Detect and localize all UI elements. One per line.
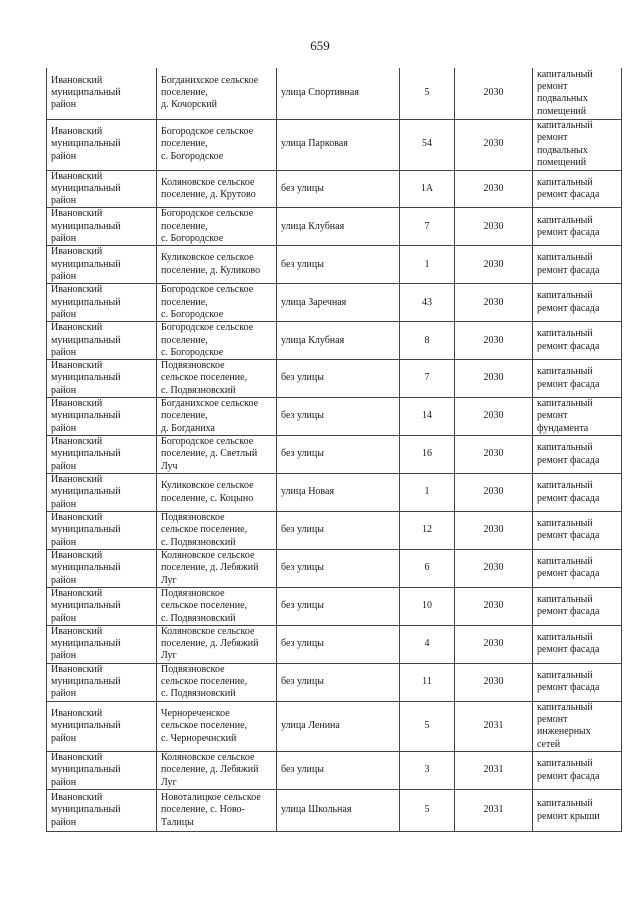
cell-work-type-line: помещений bbox=[537, 105, 587, 117]
cell-street: без улицы bbox=[277, 246, 400, 284]
cell-district-line: район bbox=[51, 732, 77, 744]
cell-work-type bbox=[533, 170, 622, 208]
cell-district bbox=[47, 119, 157, 170]
cell-year: 2030 bbox=[455, 549, 533, 587]
table-row bbox=[47, 322, 622, 360]
cell-district-line: Ивановский bbox=[51, 246, 103, 258]
cell-settlement-line: с. Подвязновский bbox=[161, 536, 236, 548]
cell-district bbox=[47, 663, 157, 701]
cell-work-type-line: капитальный bbox=[537, 798, 593, 810]
cell-settlement bbox=[157, 322, 277, 360]
cell-house-number: 12 bbox=[400, 511, 455, 549]
cell-district bbox=[47, 322, 157, 360]
cell-settlement bbox=[157, 663, 277, 701]
cell-work-type-line: капитальный bbox=[537, 442, 593, 454]
cell-settlement-line: с. Черноречнский bbox=[161, 732, 237, 744]
cell-district-line: муниципальный bbox=[51, 87, 121, 99]
cell-settlement-line: поселение, bbox=[161, 296, 208, 308]
cell-district-line: район bbox=[51, 650, 77, 662]
cell-work-type bbox=[533, 398, 622, 436]
cell-settlement-line: Богородское сельское bbox=[161, 208, 254, 220]
cell-settlement-line: Богородское сельское bbox=[161, 436, 254, 448]
table-row bbox=[47, 587, 622, 625]
cell-house-number: 1 bbox=[400, 246, 455, 284]
cell-house-number: 7 bbox=[400, 360, 455, 398]
cell-work-type-line: капитальный bbox=[537, 328, 593, 340]
cell-year: 2030 bbox=[455, 436, 533, 474]
cell-district-line: Ивановский bbox=[51, 170, 103, 182]
cell-house-number: 11 bbox=[400, 663, 455, 701]
cell-district-line: район bbox=[51, 422, 77, 434]
cell-settlement-line: Луг bbox=[161, 650, 177, 662]
cell-settlement-line: Луг bbox=[161, 574, 177, 586]
cell-work-type-line: ремонт bbox=[537, 132, 568, 144]
cell-district bbox=[47, 625, 157, 663]
cell-district bbox=[47, 474, 157, 512]
table-row bbox=[47, 284, 622, 322]
cell-settlement-line: Чернореченское bbox=[161, 707, 230, 719]
cell-district-line: район bbox=[51, 498, 77, 510]
cell-work-type-line: ремонт фасада bbox=[537, 188, 600, 200]
cell-district-line: Ивановский bbox=[51, 474, 103, 486]
cell-house-number: 8 bbox=[400, 322, 455, 360]
cell-settlement-line: с. Подвязновский bbox=[161, 688, 236, 700]
cell-settlement-line: Куликовское сельское bbox=[161, 480, 254, 492]
cell-settlement-line: поселение, д. Лебяжий bbox=[161, 764, 259, 776]
cell-work-type-line: капитальный bbox=[537, 366, 593, 378]
cell-district bbox=[47, 284, 157, 322]
cell-settlement-line: сельское поселение, bbox=[161, 720, 248, 732]
cell-district-line: Ивановский bbox=[51, 126, 103, 138]
cell-district-line: Ивановский bbox=[51, 707, 103, 719]
cell-work-type bbox=[533, 68, 622, 119]
cell-district-line: муниципальный bbox=[51, 720, 121, 732]
cell-street: улица Школьная bbox=[277, 790, 400, 832]
cell-district bbox=[47, 701, 157, 751]
cell-year: 2030 bbox=[455, 625, 533, 663]
cell-work-type-line: капитальный bbox=[537, 119, 593, 131]
cell-street: улица Клубная bbox=[277, 322, 400, 360]
cell-district-line: район bbox=[51, 612, 77, 624]
cell-district-line: муниципальный bbox=[51, 804, 121, 816]
cell-district-line: район bbox=[51, 99, 77, 111]
cell-work-type bbox=[533, 360, 622, 398]
cell-settlement-line: Богородское сельское bbox=[161, 126, 254, 138]
cell-year: 2031 bbox=[455, 701, 533, 751]
cell-year: 2030 bbox=[455, 474, 533, 512]
cell-work-type bbox=[533, 322, 622, 360]
cell-district-line: Ивановский bbox=[51, 398, 103, 410]
cell-work-type-line: капитальный bbox=[537, 176, 593, 188]
cell-district-line: муниципальный bbox=[51, 638, 121, 650]
cell-district-line: Ивановский bbox=[51, 74, 103, 86]
cell-district-line: Ивановский bbox=[51, 284, 103, 296]
cell-work-type bbox=[533, 284, 622, 322]
cell-settlement-line: поселение, д. Лебяжий bbox=[161, 562, 259, 574]
cell-year: 2030 bbox=[455, 68, 533, 119]
cell-settlement-line: с. Богородское bbox=[161, 308, 224, 320]
cell-street: без улицы bbox=[277, 170, 400, 208]
cell-settlement-line: Подвязновское bbox=[161, 360, 225, 372]
cell-district-line: муниципальный bbox=[51, 182, 121, 194]
cell-settlement bbox=[157, 790, 277, 832]
cell-settlement-line: Богородское сельское bbox=[161, 284, 254, 296]
cell-settlement-line: Коляновское сельское bbox=[161, 752, 255, 764]
cell-work-type-line: ремонт bbox=[537, 714, 568, 726]
cell-year: 2030 bbox=[455, 663, 533, 701]
cell-district-line: муниципальный bbox=[51, 486, 121, 498]
table-row bbox=[47, 752, 622, 790]
table-row bbox=[47, 474, 622, 512]
cell-settlement-line: Луч bbox=[161, 460, 178, 472]
cell-district-line: район bbox=[51, 384, 77, 396]
cell-district bbox=[47, 398, 157, 436]
cell-settlement bbox=[157, 208, 277, 246]
cell-work-type-line: капитальный bbox=[537, 398, 593, 410]
cell-work-type-line: капитальный bbox=[537, 480, 593, 492]
cell-work-type bbox=[533, 119, 622, 170]
cell-work-type-line: капитальный bbox=[537, 701, 593, 713]
cell-settlement bbox=[157, 511, 277, 549]
cell-district bbox=[47, 208, 157, 246]
cell-district-line: Ивановский bbox=[51, 792, 103, 804]
capital-repair-table bbox=[46, 68, 622, 832]
cell-district-line: район bbox=[51, 536, 77, 548]
cell-settlement-line: Талицы bbox=[161, 816, 194, 828]
cell-year: 2030 bbox=[455, 119, 533, 170]
cell-street: без улицы bbox=[277, 398, 400, 436]
cell-year: 2030 bbox=[455, 170, 533, 208]
cell-street: улица Заречная bbox=[277, 284, 400, 322]
cell-work-type bbox=[533, 436, 622, 474]
cell-district-line: муниципальный bbox=[51, 676, 121, 688]
cell-district-line: муниципальный bbox=[51, 372, 121, 384]
cell-district bbox=[47, 170, 157, 208]
cell-settlement-line: Подвязновское bbox=[161, 663, 225, 675]
cell-work-type-line: ремонт фасада bbox=[537, 302, 600, 314]
cell-district-line: район bbox=[51, 776, 77, 788]
cell-work-type-line: фундамента bbox=[537, 422, 589, 434]
table-row bbox=[47, 701, 622, 751]
cell-district-line: Ивановский bbox=[51, 550, 103, 561]
cell-district-line: район bbox=[51, 270, 77, 282]
cell-district bbox=[47, 790, 157, 832]
cell-street: улица Клубная bbox=[277, 208, 400, 246]
cell-settlement-line: поселение, д. Крутово bbox=[161, 188, 256, 200]
table-row bbox=[47, 68, 622, 119]
cell-house-number: 4 bbox=[400, 625, 455, 663]
cell-settlement bbox=[157, 625, 277, 663]
cell-settlement-line: поселение, д. Светлый bbox=[161, 448, 258, 460]
cell-settlement bbox=[157, 436, 277, 474]
cell-house-number: 5 bbox=[400, 68, 455, 119]
cell-work-type-line: капитальный bbox=[537, 594, 593, 606]
cell-settlement-line: поселение, д. Лебяжий bbox=[161, 638, 259, 650]
cell-district-line: район bbox=[51, 150, 77, 162]
cell-district-line: Ивановский bbox=[51, 208, 103, 220]
cell-settlement-line: поселение, bbox=[161, 334, 208, 346]
cell-district-line: муниципальный bbox=[51, 334, 121, 346]
cell-work-type-line: ремонт фасада bbox=[537, 770, 600, 782]
table-row bbox=[47, 625, 622, 663]
cell-work-type-line: капитальный bbox=[537, 252, 593, 264]
table-row bbox=[47, 119, 622, 170]
cell-district-line: Ивановский bbox=[51, 322, 103, 334]
cell-work-type-line: ремонт фасада bbox=[537, 378, 600, 390]
cell-house-number: 14 bbox=[400, 398, 455, 436]
cell-year: 2030 bbox=[455, 322, 533, 360]
cell-settlement-line: с. Подвязновский bbox=[161, 384, 236, 396]
cell-house-number: 7 bbox=[400, 208, 455, 246]
cell-settlement bbox=[157, 246, 277, 284]
cell-work-type bbox=[533, 663, 622, 701]
cell-settlement bbox=[157, 170, 277, 208]
cell-district-line: Ивановский bbox=[51, 663, 103, 675]
cell-street: без улицы bbox=[277, 587, 400, 625]
cell-street: без улицы bbox=[277, 511, 400, 549]
cell-street: без улицы bbox=[277, 752, 400, 790]
table-row bbox=[47, 511, 622, 549]
cell-house-number: 10 bbox=[400, 587, 455, 625]
cell-settlement bbox=[157, 398, 277, 436]
cell-work-type-line: ремонт фасада bbox=[537, 530, 600, 542]
cell-settlement-line: Новоталицкое сельское bbox=[161, 792, 261, 804]
cell-work-type-line: ремонт фасада bbox=[537, 606, 600, 618]
cell-district-line: муниципальный bbox=[51, 524, 121, 536]
cell-settlement-line: с. Богородское bbox=[161, 150, 224, 162]
cell-house-number: 1 bbox=[400, 474, 455, 512]
cell-work-type-line: капитальный bbox=[537, 556, 593, 568]
cell-work-type-line: помещений bbox=[537, 156, 587, 168]
cell-work-type-line: ремонт фасада bbox=[537, 682, 600, 694]
cell-settlement-line: Луг bbox=[161, 776, 177, 788]
cell-settlement-line: сельское поселение, bbox=[161, 676, 248, 688]
page-number: 659 bbox=[310, 38, 330, 53]
cell-settlement-line: Коляновское сельское bbox=[161, 625, 255, 637]
cell-district bbox=[47, 360, 157, 398]
cell-settlement-line: Куликовское сельское bbox=[161, 252, 254, 264]
cell-work-type-line: ремонт фасада bbox=[537, 264, 600, 276]
cell-settlement-line: Богданихское сельское bbox=[161, 74, 259, 86]
cell-work-type-line: капитальный bbox=[537, 68, 593, 80]
cell-district bbox=[47, 752, 157, 790]
cell-work-type bbox=[533, 511, 622, 549]
cell-year: 2030 bbox=[455, 398, 533, 436]
cell-settlement-line: с. Богородское bbox=[161, 346, 224, 358]
cell-house-number: 43 bbox=[400, 284, 455, 322]
cell-settlement-line: Подвязновское bbox=[161, 512, 225, 523]
cell-work-type bbox=[533, 474, 622, 512]
cell-work-type-line: подвальных bbox=[537, 93, 588, 105]
cell-work-type-line: ремонт фасада bbox=[537, 340, 600, 352]
cell-settlement-line: сельское поселение, bbox=[161, 524, 248, 536]
cell-work-type bbox=[533, 549, 622, 587]
cell-settlement-line: поселение, bbox=[161, 220, 208, 232]
cell-settlement-line: поселение, bbox=[161, 410, 208, 422]
cell-district bbox=[47, 68, 157, 119]
cell-district bbox=[47, 549, 157, 587]
cell-settlement-line: д. Богданиха bbox=[161, 422, 215, 434]
cell-house-number: 16 bbox=[400, 436, 455, 474]
cell-street: улица Парковая bbox=[277, 119, 400, 170]
cell-house-number: 6 bbox=[400, 549, 455, 587]
cell-work-type-line: сетей bbox=[537, 738, 561, 750]
cell-district bbox=[47, 587, 157, 625]
cell-street: без улицы bbox=[277, 436, 400, 474]
cell-work-type bbox=[533, 701, 622, 751]
cell-house-number: 1А bbox=[400, 170, 455, 208]
table-row bbox=[47, 170, 622, 208]
cell-work-type-line: ремонт крыши bbox=[537, 810, 600, 822]
cell-district-line: муниципальный bbox=[51, 600, 121, 612]
cell-district-line: район bbox=[51, 346, 77, 358]
table-row bbox=[47, 549, 622, 587]
cell-district-line: район bbox=[51, 460, 77, 472]
cell-street: без улицы bbox=[277, 549, 400, 587]
cell-settlement bbox=[157, 284, 277, 322]
cell-settlement-line: поселение, bbox=[161, 138, 208, 150]
cell-work-type-line: ремонт bbox=[537, 410, 568, 422]
cell-settlement-line: сельское поселение, bbox=[161, 600, 248, 612]
cell-work-type-line: подвальных bbox=[537, 144, 588, 156]
cell-house-number: 54 bbox=[400, 119, 455, 170]
cell-settlement-line: Богданихское сельское bbox=[161, 398, 259, 410]
cell-district-line: муниципальный bbox=[51, 138, 121, 150]
cell-work-type-line: ремонт фасада bbox=[537, 568, 600, 580]
cell-district-line: район bbox=[51, 574, 77, 586]
cell-settlement-line: поселение, с. Ново- bbox=[161, 804, 245, 816]
cell-work-type-line: ремонт фасада bbox=[537, 226, 600, 238]
cell-settlement-line: поселение, bbox=[161, 87, 208, 99]
table-row bbox=[47, 790, 622, 832]
cell-work-type bbox=[533, 625, 622, 663]
cell-year: 2030 bbox=[455, 360, 533, 398]
cell-settlement-line: сельское поселение, bbox=[161, 372, 248, 384]
table-row bbox=[47, 208, 622, 246]
cell-settlement bbox=[157, 360, 277, 398]
cell-settlement-line: Коляновское сельское bbox=[161, 176, 255, 188]
cell-district-line: Ивановский bbox=[51, 512, 103, 523]
cell-district-line: муниципальный bbox=[51, 220, 121, 232]
cell-work-type bbox=[533, 587, 622, 625]
table-row bbox=[47, 663, 622, 701]
cell-work-type-line: капитальный bbox=[537, 632, 593, 644]
cell-settlement-line: поселение, д. Куликово bbox=[161, 264, 261, 276]
cell-settlement bbox=[157, 549, 277, 587]
cell-year: 2030 bbox=[455, 587, 533, 625]
table-row bbox=[47, 360, 622, 398]
cell-street: улица Спортивная bbox=[277, 68, 400, 119]
cell-district-line: Ивановский bbox=[51, 436, 103, 448]
cell-settlement-line: Подвязновское bbox=[161, 587, 225, 599]
cell-district-line: муниципальный bbox=[51, 258, 121, 270]
cell-district-line: район bbox=[51, 688, 77, 700]
cell-work-type-line: ремонт фасада bbox=[537, 492, 600, 504]
cell-year: 2031 bbox=[455, 790, 533, 832]
cell-district bbox=[47, 511, 157, 549]
cell-district-line: муниципальный bbox=[51, 764, 121, 776]
cell-street: улица Новая bbox=[277, 474, 400, 512]
cell-settlement-line: Коляновское сельское bbox=[161, 550, 255, 561]
cell-settlement bbox=[157, 68, 277, 119]
cell-district-line: муниципальный bbox=[51, 296, 121, 308]
cell-settlement-line: Богородское сельское bbox=[161, 322, 254, 334]
cell-work-type-line: ремонт фасада bbox=[537, 644, 600, 656]
cell-settlement-line: с. Подвязновский bbox=[161, 612, 236, 624]
cell-settlement bbox=[157, 701, 277, 751]
cell-year: 2031 bbox=[455, 752, 533, 790]
cell-work-type-line: капитальный bbox=[537, 758, 593, 770]
cell-work-type-line: инженерных bbox=[537, 726, 591, 738]
cell-street: улица Ленина bbox=[277, 701, 400, 751]
cell-district-line: район bbox=[51, 232, 77, 244]
cell-district-line: муниципальный bbox=[51, 562, 121, 574]
cell-house-number: 5 bbox=[400, 790, 455, 832]
cell-district-line: муниципальный bbox=[51, 410, 121, 422]
cell-work-type-line: ремонт bbox=[537, 80, 568, 92]
cell-house-number: 5 bbox=[400, 701, 455, 751]
cell-year: 2030 bbox=[455, 511, 533, 549]
cell-district-line: Ивановский bbox=[51, 625, 103, 637]
table-row bbox=[47, 246, 622, 284]
cell-street: без улицы bbox=[277, 663, 400, 701]
cell-settlement-line: д. Кочорский bbox=[161, 99, 218, 111]
cell-settlement bbox=[157, 752, 277, 790]
cell-street: без улицы bbox=[277, 360, 400, 398]
cell-district-line: Ивановский bbox=[51, 587, 103, 599]
cell-work-type-line: ремонт фасада bbox=[537, 454, 600, 466]
cell-settlement bbox=[157, 474, 277, 512]
cell-work-type bbox=[533, 208, 622, 246]
table-row bbox=[47, 398, 622, 436]
cell-work-type bbox=[533, 752, 622, 790]
cell-district bbox=[47, 246, 157, 284]
cell-district-line: муниципальный bbox=[51, 448, 121, 460]
cell-settlement bbox=[157, 587, 277, 625]
cell-work-type bbox=[533, 790, 622, 832]
cell-house-number: 3 bbox=[400, 752, 455, 790]
cell-district-line: район bbox=[51, 308, 77, 320]
cell-district-line: район bbox=[51, 816, 77, 828]
cell-work-type-line: капитальный bbox=[537, 214, 593, 226]
cell-work-type-line: капитальный bbox=[537, 518, 593, 530]
cell-district-line: Ивановский bbox=[51, 752, 103, 764]
cell-year: 2030 bbox=[455, 284, 533, 322]
cell-settlement-line: с. Богородское bbox=[161, 232, 224, 244]
table-row bbox=[47, 436, 622, 474]
cell-settlement-line: поселение, с. Коцыно bbox=[161, 492, 254, 504]
cell-district bbox=[47, 436, 157, 474]
cell-year: 2030 bbox=[455, 208, 533, 246]
table-body bbox=[47, 68, 622, 832]
cell-work-type bbox=[533, 246, 622, 284]
cell-street: без улицы bbox=[277, 625, 400, 663]
cell-district-line: Ивановский bbox=[51, 360, 103, 372]
cell-work-type-line: капитальный bbox=[537, 290, 593, 302]
cell-settlement bbox=[157, 119, 277, 170]
cell-district-line: район bbox=[51, 195, 77, 207]
cell-work-type-line: капитальный bbox=[537, 670, 593, 682]
cell-year: 2030 bbox=[455, 246, 533, 284]
